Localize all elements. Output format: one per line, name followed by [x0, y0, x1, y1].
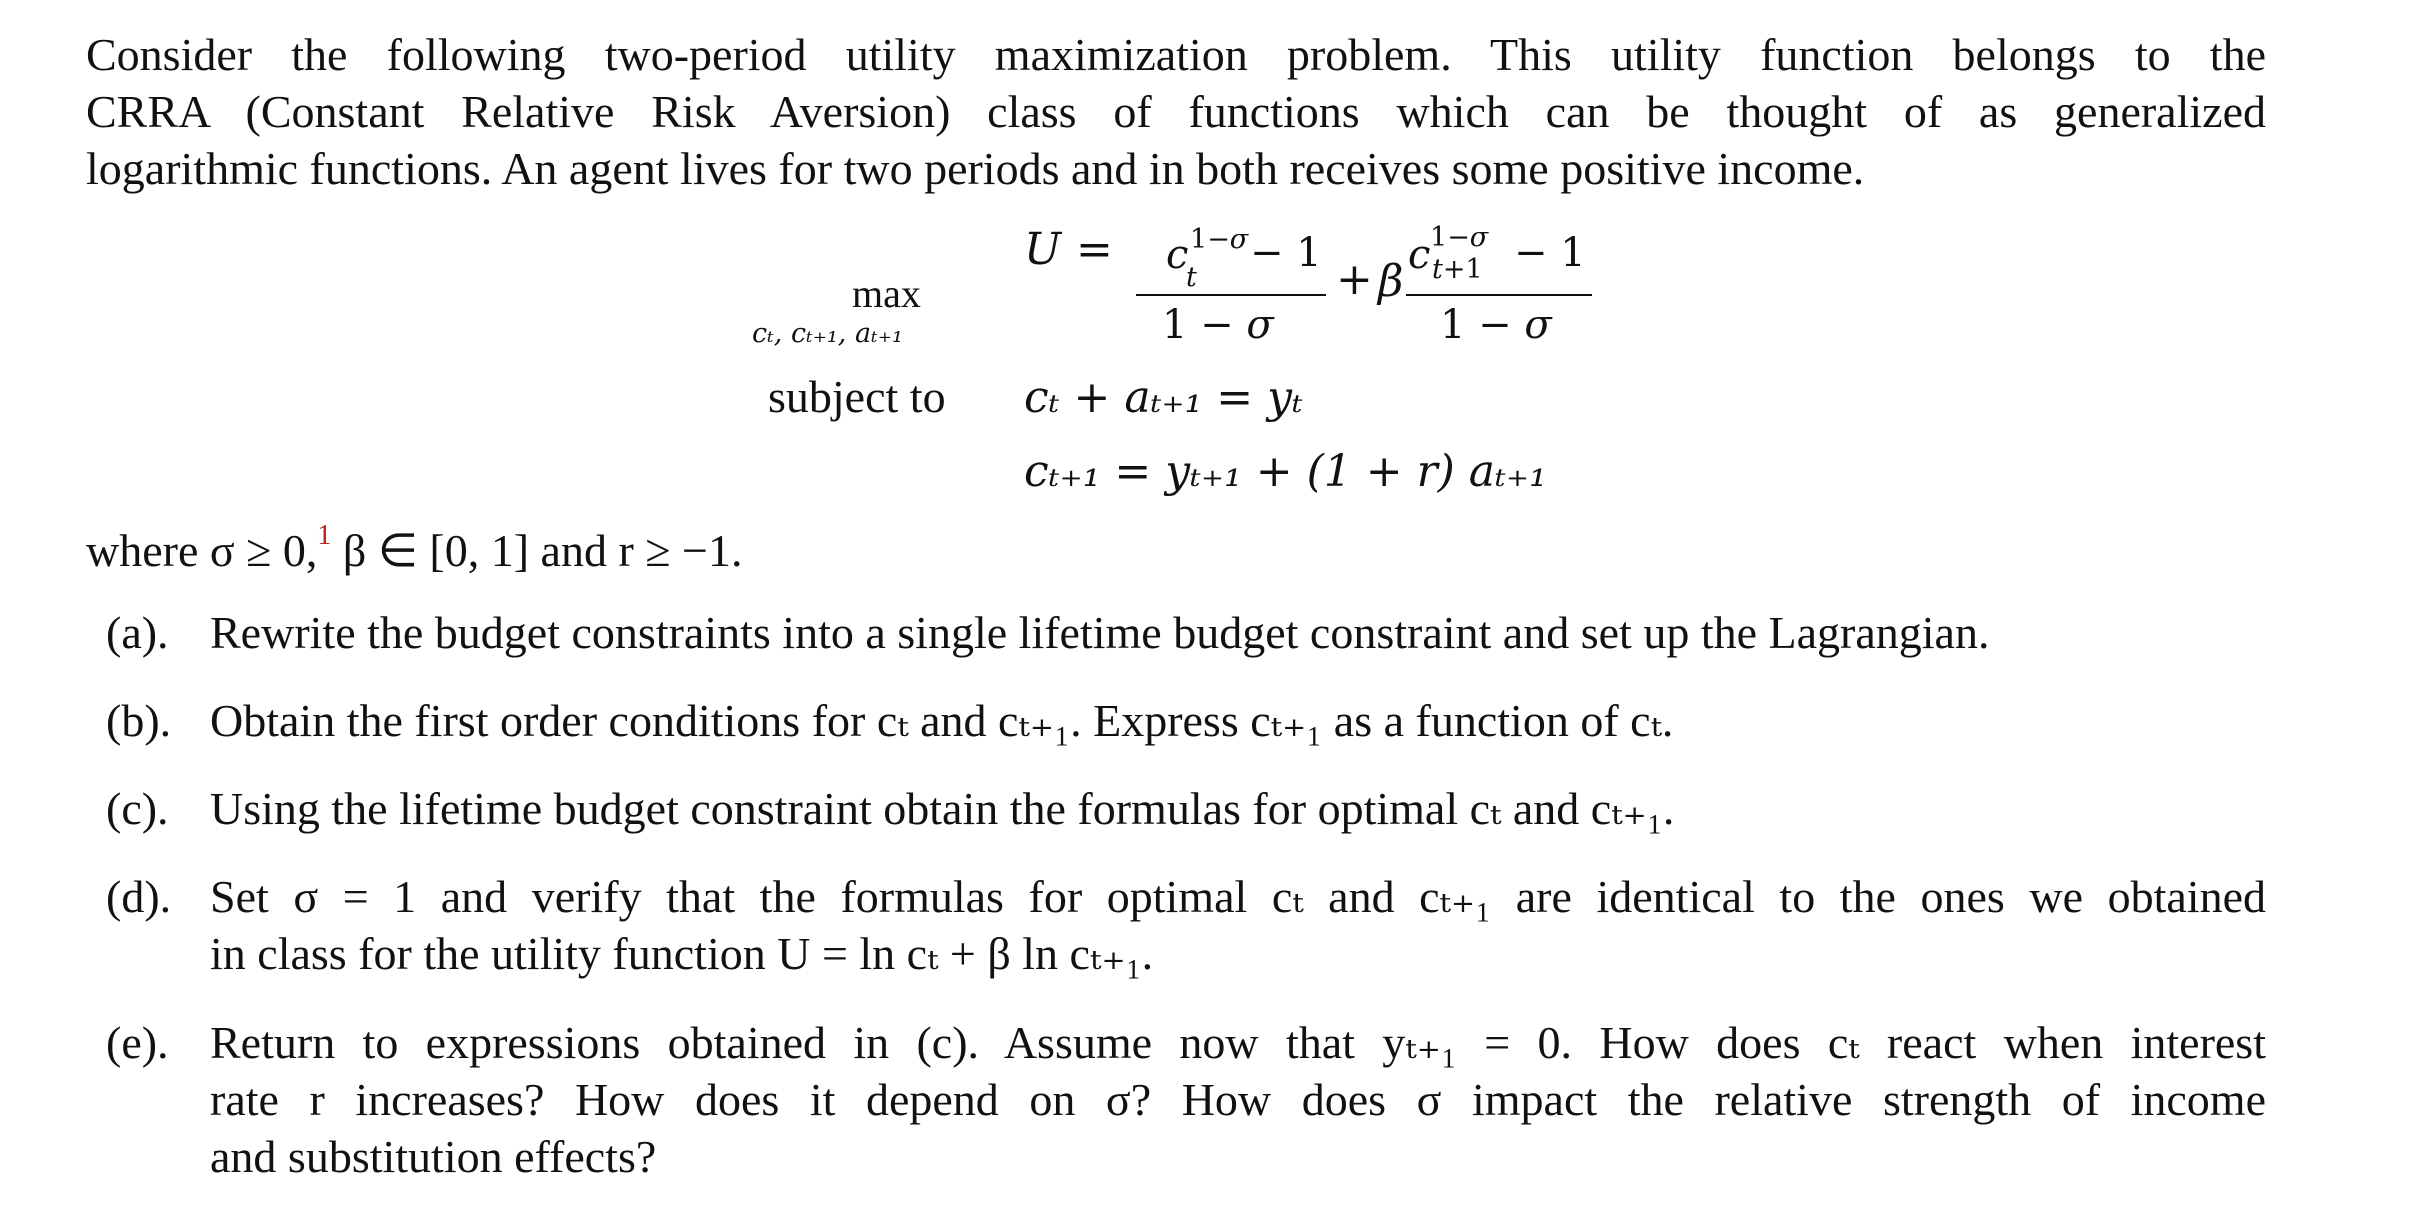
question-e-line-2: rate r increases? How does it depend on σ? How does σ impact the relative strength of income: [210, 1074, 2266, 1125]
question-a-label: (a).: [106, 607, 169, 658]
where-rest: β ∈ [0, 1] and r ≥ −1.: [331, 525, 743, 576]
max-choice-variables: cₜ, cₜ₊₁, aₜ₊₁: [752, 318, 903, 349]
question-b: [106, 692, 2266, 752]
footnote-marker[interactable]: 1: [317, 520, 332, 551]
intro-paragraph: [86, 26, 2266, 197]
question-e-label: (e).: [106, 1017, 169, 1068]
question-e-line-1: Return to expressions obtained in (c). Assume now that yₜ₊₁ = 0. How does cₜ react when interest: [210, 1017, 2266, 1068]
constraint-period-1: cₜ + aₜ₊₁ = yₜ: [1024, 372, 1303, 423]
question-c-label: (c).: [106, 783, 169, 834]
question-a-line-1: Rewrite the budget constraints into a single lifetime budget constraint and set up the Lagrangian.: [210, 607, 1990, 658]
question-e: [106, 1014, 2266, 1194]
where-text: where σ ≥ 0,: [86, 525, 318, 576]
question-a: [106, 604, 2266, 664]
intro-line-2: CRRA (Constant Relative Risk Aversion) class of functions which can be thought of as generalized: [86, 86, 2266, 137]
question-d-line-1: Set σ = 1 and verify that the formulas for optimal cₜ and cₜ₊₁ are identical to the ones we obtained: [210, 871, 2266, 922]
question-c-line-1: Using the lifetime budget constraint obtain the formulas for optimal cₜ and cₜ₊₁.: [210, 783, 1675, 834]
question-b-label: (b).: [106, 695, 172, 746]
max-operator: max: [852, 271, 921, 316]
optimization-problem: max cₜ, cₜ₊₁, aₜ₊₁ U = c 1−σ t − 1 1 − σ + β c 1−σ t+1 − 1 1 − σ subject to cₜ + aₜ₊₁ = yₜ cₜ₊₁ = yₜ₊₁ + (1 + r) aₜ₊₁: [0, 0, 2412, 520]
question-b-line-1: Obtain the first order conditions for cₜ and cₜ₊₁. Express cₜ₊₁ as a function of cₜ.: [210, 695, 1674, 746]
question-c: [106, 780, 2266, 840]
question-e-line-3: and substitution effects?: [210, 1131, 657, 1182]
parameter-conditions: [86, 520, 742, 577]
intro-line-3: logarithmic functions. An agent lives for two periods and in both receives some positive income.: [86, 143, 1865, 194]
intro-line-1: Consider the following two-period utility maximization problem. This utility function belongs to the: [86, 29, 2266, 80]
subject-to-label: subject to: [768, 371, 946, 422]
constraint-period-2: cₜ₊₁ = yₜ₊₁ + (1 + r) aₜ₊₁: [1024, 446, 1547, 497]
question-d-label: (d).: [106, 871, 172, 922]
question-d: [106, 868, 2266, 988]
question-d-line-2: in class for the utility function U = ln cₜ + β ln cₜ₊₁.: [210, 928, 1154, 979]
